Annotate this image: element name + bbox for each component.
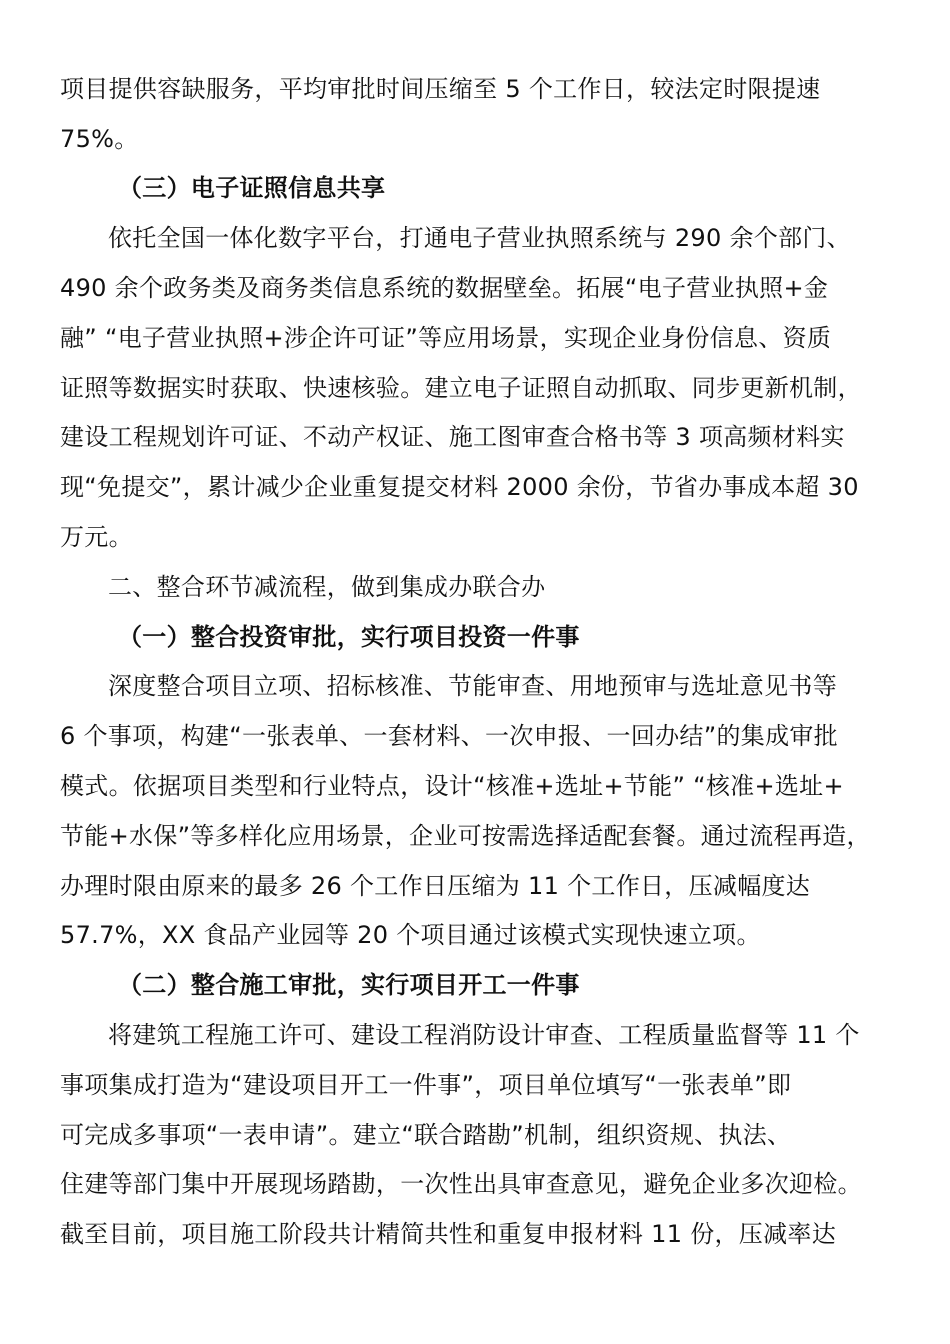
paragraph-line: 57.7%，XX 食品产业园等 20 个项目通过该模式实现快速立项。: [60, 921, 761, 949]
paragraph-line: 项目提供容缺服务，平均审批时间压缩至 5 个工作日，较法定时限提速: [60, 75, 821, 103]
paragraph-line: 深度整合项目立项、招标核准、节能审查、用地预审与选址意见书等: [108, 672, 837, 700]
paragraph-line: 将建筑工程施工许可、建设工程消防设计审查、工程质量监督等 11 个: [108, 1021, 860, 1049]
section-heading-2: （二）整合施工审批，实行项目开工一件事: [118, 971, 580, 999]
paragraph-line: 证照等数据实时获取、快速核验。建立电子证照自动抓取、同步更新机制，: [60, 374, 862, 402]
paragraph-line: 模式。依据项目类型和行业特点，设计“核准+选址+节能” “核准+选址+: [60, 772, 844, 800]
paragraph-line: 现“免提交”，累计减少企业重复提交材料 2000 余份，节省办事成本超 30: [60, 473, 859, 501]
paragraph-line: 截至目前，项目施工阶段共计精简共性和重复申报材料 11 份，压减率达: [60, 1220, 836, 1248]
paragraph-line: 事项集成打造为“建设项目开工一件事”，项目单位填写“一张表单”即: [60, 1071, 792, 1099]
paragraph-line: 万元。: [60, 523, 133, 551]
paragraph-line: 节能+水保”等多样化应用场景，企业可按需选择适配套餐。通过流程再造，: [60, 822, 871, 850]
paragraph-line: 490 余个政务类及商务类信息系统的数据壁垒。拓展“电子营业执照+金: [60, 274, 829, 302]
section-heading-1: （一）整合投资审批，实行项目投资一件事: [118, 623, 580, 651]
paragraph-line: 住建等部门集中开展现场踏勘，一次性出具审查意见，避免企业多次迎检。: [60, 1170, 862, 1198]
paragraph-line: 可完成多事项“一表申请”。建立“联合踏勘”机制，组织资规、执法、: [60, 1121, 792, 1149]
paragraph-line: 融” “电子营业执照+涉企许可证”等应用场景，实现企业身份信息、资质: [60, 324, 832, 352]
paragraph-line: 办理时限由原来的最多 26 个工作日压缩为 11 个工作日，压减幅度达: [60, 872, 811, 900]
paragraph-line: 6 个事项，构建“一张表单、一套材料、一次申报、一回办结”的集成审批: [60, 722, 838, 750]
paragraph-line: 75%。: [60, 125, 139, 153]
section-heading-3: （三）电子证照信息共享: [118, 174, 386, 202]
chapter-heading-2: 二、整合环节减流程，做到集成办联合办: [108, 573, 546, 601]
paragraph-line: 建设工程规划许可证、不动产权证、施工图审查合格书等 3 项高频材料实: [60, 423, 845, 451]
paragraph-line: 依托全国一体化数字平台，打通电子营业执照系统与 290 余个部门、: [108, 224, 851, 252]
